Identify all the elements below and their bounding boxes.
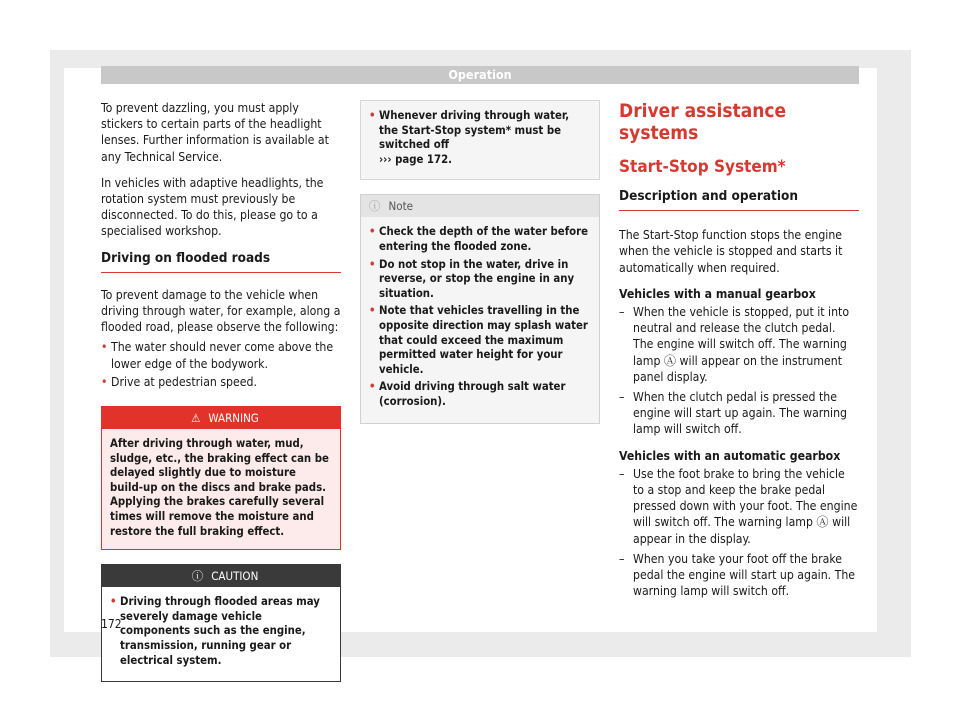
paragraph: To prevent dazzling, you must apply stickers to certain parts of the headlight lenses. Further information is available at any Technical Service. — [101, 101, 329, 164]
bullet-icon: • — [369, 380, 376, 394]
list-item: • Drive at pedestrian speed. — [101, 374, 257, 389]
caution-info-icon: ⓘ — [191, 569, 204, 584]
bullet-icon: • — [101, 340, 108, 355]
caution-box — [101, 564, 341, 682]
list-item: – When the vehicle is stopped, put it into neutral and release the clutch pedal. The engine will switch off. The warning lamp Ⓐ will appear on the instrument panel display. — [619, 305, 850, 384]
paragraph: The Start-Stop function stops the engine when the vehicle is stopped and starts it automatically when required. — [619, 228, 843, 275]
list-item: – When you take your foot off the brake pedal the engine will start up again. The warning lamp will switch off. — [619, 551, 856, 599]
page-number: 172 — [101, 617, 122, 631]
list-item: • The water should never come above the lower edge of the bodywork. — [101, 340, 334, 371]
section-header: Operation — [101, 66, 859, 84]
list-item: – When the clutch pedal is pressed the engine will start up again. The warning lamp will switch off. — [619, 390, 848, 437]
note-info-icon: ⓘ — [369, 199, 381, 214]
column-middle — [360, 100, 600, 424]
list-item: • Note that vehicles travelling in the opposite direction may splash water that could exceed the maximum permitted water height for your vehicle. — [369, 304, 588, 376]
subheading: Vehicles with a manual gearbox — [619, 286, 816, 301]
list-item: • Check the depth of the water before entering the flooded zone. — [369, 225, 589, 253]
subheading: Vehicles with an automatic gearbox — [619, 448, 841, 463]
warning-box — [101, 406, 341, 550]
warning-triangle-icon: ⚠ — [191, 411, 201, 426]
list-item: • Driving through flooded areas may severely damage vehicle components such as the engine, transmission, running gear or electrical system. — [110, 595, 320, 667]
caution-body — [102, 587, 340, 681]
bullet-icon: • — [369, 109, 376, 122]
section-title: Start-Stop System* — [619, 157, 786, 177]
chapter-title: Driver assistance systems — [619, 100, 787, 144]
list-item: • Do not stop in the water, drive in reverse, or stop the engine in any situation. — [369, 257, 575, 300]
note-box — [360, 194, 600, 423]
note-body — [361, 217, 599, 422]
dash-icon: – — [619, 466, 625, 481]
warning-label: WARNING — [208, 411, 259, 426]
bullet-icon: • — [101, 374, 108, 389]
dash-icon: – — [619, 305, 625, 320]
column-left — [101, 100, 341, 682]
info-box — [360, 100, 600, 180]
paragraph: In vehicles with adaptive headlights, the rotation system must previously be disconnected. To do this, please go to a specialised workshop. — [101, 175, 324, 239]
list-item: • Avoid driving through salt water (corrosion). — [369, 380, 566, 408]
subsection-heading: Description and operation — [619, 188, 859, 211]
warning-header — [102, 407, 340, 429]
page-reference-link[interactable]: ››› page 172. — [379, 152, 453, 166]
note-header — [361, 195, 599, 217]
caution-label: CAUTION — [211, 569, 259, 584]
paragraph: To prevent damage to the vehicle when driving through water, for example, along a flooded road, please observe the following: — [101, 287, 341, 335]
bullet-icon: • — [369, 304, 376, 318]
list-item: – Use the foot brake to bring the vehicle to a stop and keep the brake pedal pressed down with your foot. The engine will switch off. The warning lamp Ⓐ will appear in the display. — [619, 466, 858, 546]
dash-icon: – — [619, 551, 625, 566]
bullet-icon: • — [369, 257, 376, 271]
note-label: Note — [388, 199, 413, 214]
list-item: • Whenever driving through water, the Start-Stop system* must be switched off ››› page 172. — [369, 109, 570, 166]
column-right — [619, 100, 859, 603]
warning-text: After driving through water, mud, sludge, etc., the braking effect can be delayed slightly due to moisture build-up on the discs and brake pads. Applying the brakes carefully several times will remove the moisture and restore the full braking effect. — [110, 437, 329, 538]
dash-icon: – — [619, 390, 625, 405]
bullet-icon: • — [110, 595, 117, 609]
section-heading: Driving on flooded roads — [101, 250, 341, 273]
bullet-icon: • — [369, 225, 376, 239]
caution-header — [102, 565, 340, 587]
